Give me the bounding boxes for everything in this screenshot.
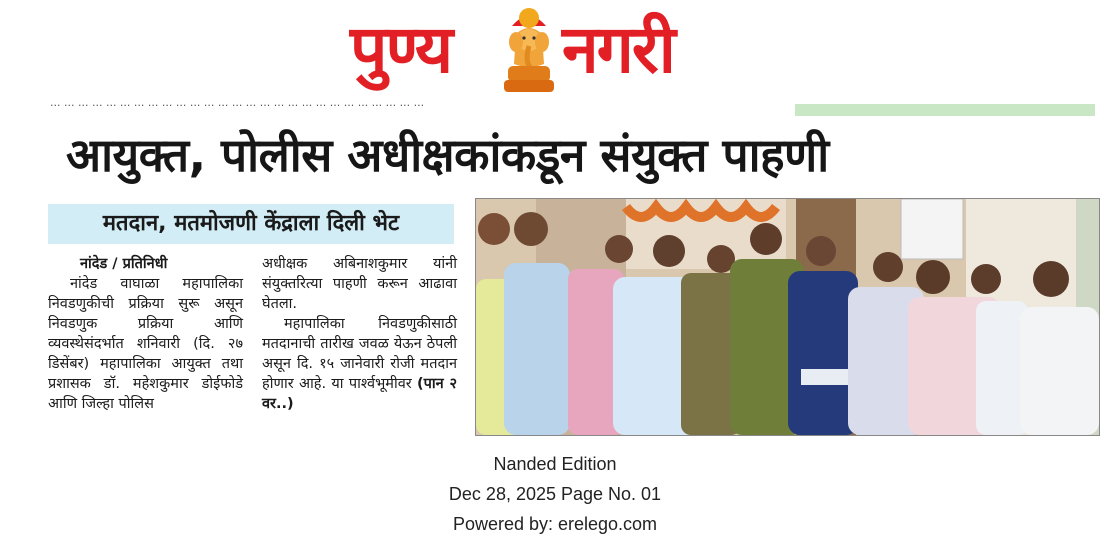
continued-on-page-link[interactable]: (पान २ वर..) [262, 376, 457, 412]
article-column-1 [48, 254, 243, 414]
article-paragraph: अधीक्षक अबिनाशकुमार यांनी संयुक्तरित्या पाहणी करून आढावा घेतला. [262, 256, 457, 312]
subheadline: मतदान, मतमोजणी केंद्राला दिली भेट [102, 211, 400, 236]
photo-illustration [476, 199, 1099, 435]
footer-powered-by: Powered by: erelego.com [452, 514, 658, 534]
article-paragraph [262, 314, 457, 414]
article-paragraph-text: महापालिका निवडणुकीसाठी मतदानाची तारीख जवळ येऊन ठेपली असून दि. १५ जानेवारी रोजी मतदान होणार आहे. या पार्श्वभूमीवर [262, 316, 457, 392]
footer-edition: Nanded Edition [493, 454, 617, 474]
subheadline-box [48, 204, 454, 244]
footer-date-page: Dec 28, 2025 Page No. 01 [448, 484, 662, 504]
masthead [350, 2, 760, 102]
article-paragraph: नांदेड वाघाळा महापालिका निवडणुकीची प्रक्रिया सुरू असून निवडणुक प्रक्रिया आणि व्यवस्थेसंदर्भात शनिवारी (दि. २७ डिसेंबर) महापालिका आयुक्त तथा प्रशासक डॉ. महेशकुमार डोईफोडे आणि जिल्हा पोलिस [48, 276, 243, 412]
ganesh-logo-icon [498, 4, 560, 96]
inspection-photo [475, 198, 1100, 436]
dateline: नांदेड / प्रतिनिधी [80, 256, 168, 272]
cut-off-text-strip: ... ... ... ... ... ... ... ... ... ... ... ... ... ... ... ... ... ... ... ... ... ... ... ... ... ... ... [50, 98, 425, 108]
green-decor-strip [795, 104, 1095, 116]
headline: आयुक्त, पोलीस अधीक्षकांकडून संयुक्त पाहणी [66, 128, 829, 182]
masthead-text-left: पुण्य [350, 11, 452, 88]
masthead-text-right: नगरी [562, 11, 674, 88]
article-column-2 [262, 254, 457, 414]
